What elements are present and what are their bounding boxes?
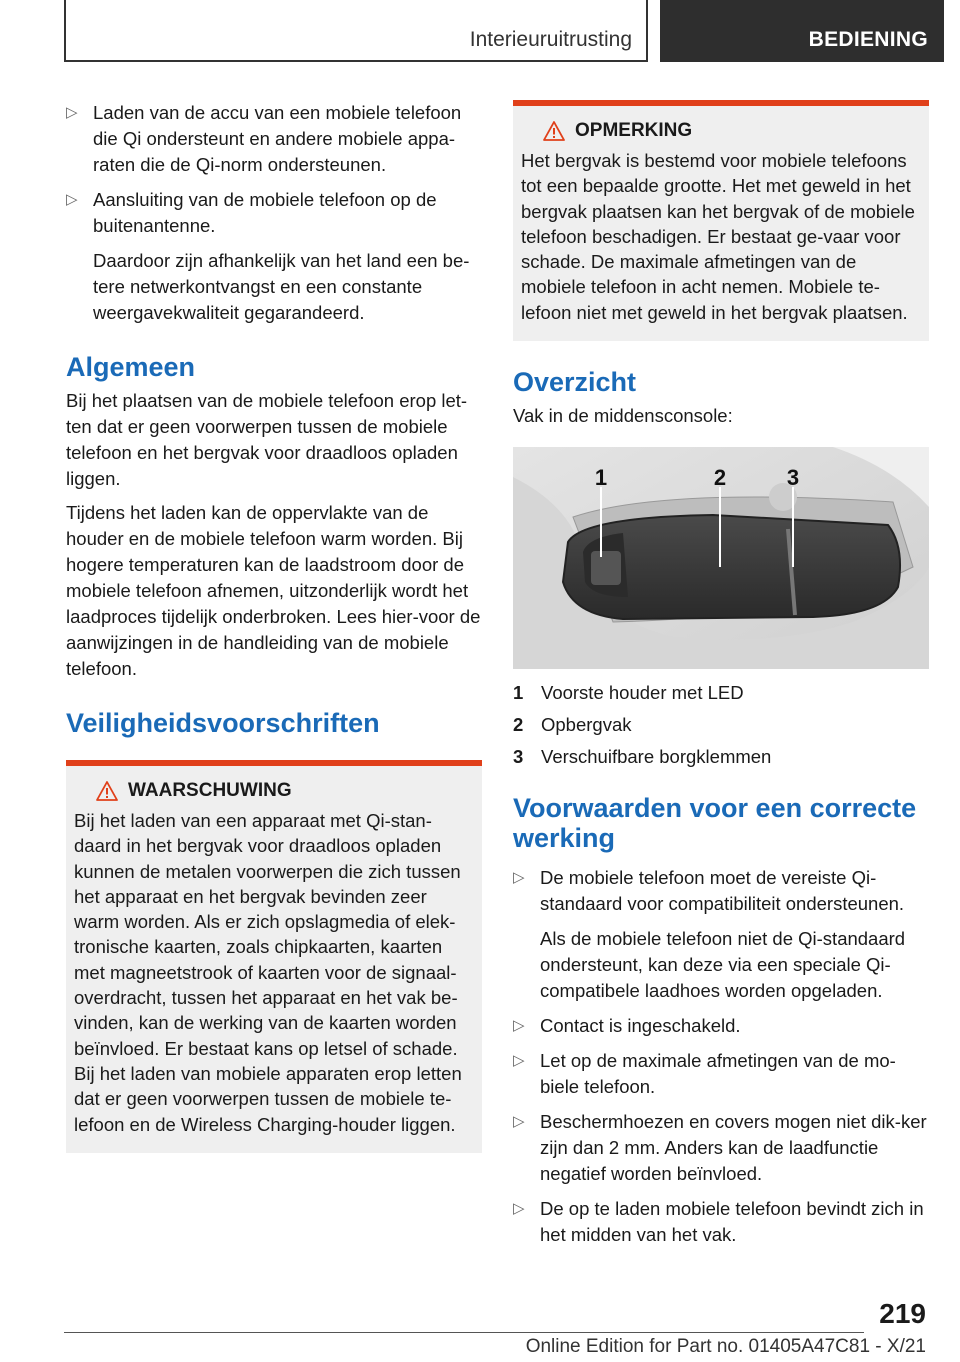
list-item-subtext: Daardoor zijn afhankelijk van het land een be-tere netwerkontvangst en een constante weergavekwaliteit gegarandeerd. (93, 250, 470, 323)
list-item (513, 865, 929, 1004)
bullet-triangle-icon: ▷ (513, 1052, 525, 1070)
notice-box (513, 100, 929, 341)
warning-triangle-icon (96, 781, 118, 801)
list-item-text: Laden van de accu van een mobiele telefoon die Qi ondersteunt en andere mobiele appa-raten die de Qi-norm ondersteunen. (93, 102, 462, 175)
warning-text: Bij het laden van een apparaat met Qi-stan-daard in het bergvak voor draadloos opladen kunnen de metalen voorwerpen die zich tussen het apparaat en het bergvak bevinden zeer warm worden. Als er zich opslagmedia of elek-tronische kaarten, zoals chipkaarten, kaarten met magneetstrook of kaarten voor de signaal-overdracht, tussen het apparaat en het vak be-vinden, kan de werking van de kaarten worden beïnvloed. Er bestaat kans op letsel of schade. (74, 810, 461, 1059)
section-heading-voorwaarden: Voorwaarden voor een correcte werking (513, 793, 917, 854)
warning-box (66, 760, 482, 1153)
bullet-triangle-icon: ▷ (66, 104, 78, 121)
bullet-triangle-icon: ▷ (513, 869, 525, 887)
list-item (513, 1048, 929, 1100)
list-item-text: Contact is ingeschakeld. (540, 1015, 741, 1037)
legend-list (513, 677, 929, 773)
legend-item: 1 Voorste houder met LED (513, 682, 744, 704)
list-item-text: De op te laden mobiele telefoon bevindt zich in het midden van het vak. (540, 1198, 924, 1246)
warning-text: Bij het laden van mobiele apparaten erop letten dat er geen voorwerpen tussen de mobiele te-lefoon en de Wireless Charging-houder liggen. (74, 1062, 462, 1135)
bullet-triangle-icon: ▷ (513, 1200, 525, 1218)
header-chapter-title: BEDIENING (808, 28, 928, 51)
paragraph: Bij het plaatsen van de mobiele telefoon erop let-ten dat er geen voorwerpen tussen de mobiele telefoon en het bergvak voor draadloos opladen liggen. (66, 390, 468, 489)
notice-title: OPMERKING (575, 120, 693, 141)
list-item-text: Aansluiting van de mobiele telefoon op de buitenantenne. (93, 189, 437, 236)
bullet-triangle-icon: ▷ (513, 1017, 525, 1035)
left-column (66, 100, 482, 1153)
edition-note: Online Edition for Part no. 01405A47C81 - X/21 (525, 1336, 926, 1357)
list-item-subtext: Als de mobiele telefoon niet de Qi-standaard ondersteunt, kan deze via een speciale Qi-compatibele laadhoes worden opgeladen. (540, 928, 906, 1002)
list-item-text: Let op de maximale afmetingen van de mo-biele telefoon. (540, 1050, 896, 1098)
header-chapter-tab (660, 0, 944, 62)
warning-title: WAARSCHUWING (128, 780, 292, 801)
bullet-triangle-icon: ▷ (66, 191, 78, 208)
legend-item: 2 Opbergvak (513, 714, 632, 736)
right-column (513, 100, 929, 1257)
section-heading-veiligheid: Veiligheidsvoorschriften (66, 708, 380, 738)
callout-label: 1 (594, 465, 608, 491)
footer-divider (64, 1332, 864, 1333)
warning-triangle-icon (543, 121, 565, 141)
legend-item: 3 Verschuifbare borgklemmen (513, 746, 772, 768)
list-item-text: De mobiele telefoon moet de vereiste Qi-standaard voor compatibiliteit ondersteunen. (540, 867, 905, 915)
paragraph: Tijdens het laden kan de oppervlakte van de houder en de mobiele telefoon warm worden. Bij hogere temperaturen kan de laadstroom door de mobiele telefoon afnemen, uitzonderlijk wordt het laadproces tijdelijk onderbroken. Lees hier-voor de aanwijzingen in de handleiding van de mobiele telefoon. (66, 502, 481, 679)
notice-text: Het bergvak is bestemd voor mobiele telefoons tot een bepaalde grootte. Het met geweld in het bergvak plaatsen kan het bergvak of de mobiele telefoon beschadigen. Er bestaat ge-vaar voor schade. De maximale afmetingen van de mobiele telefoon in acht nemen. Mobiele te-lefoon niet met geweld in het bergvak plaatsen. (521, 150, 915, 323)
list-item (513, 1013, 929, 1039)
header-section-title: Interieuruitrusting (469, 28, 632, 51)
callout-label: 3 (786, 465, 800, 491)
list-item (66, 187, 482, 326)
list-item (513, 1196, 929, 1248)
list-item-text: Beschermhoezen en covers mogen niet dik-ker zijn dan 2 mm. Anders kan de laadfunctie negatief worden beïnvloed. (540, 1111, 927, 1185)
header-section-tab (64, 0, 648, 62)
page-number: 219 (879, 1298, 926, 1329)
console-photo (513, 447, 929, 669)
section-heading-algemeen: Algemeen (66, 352, 196, 382)
bullet-triangle-icon: ▷ (513, 1113, 525, 1131)
section-heading-overzicht: Overzicht (513, 367, 637, 398)
list-item (513, 1109, 929, 1187)
paragraph: Vak in de middensconsole: (513, 405, 733, 427)
callout-label: 2 (713, 465, 727, 491)
list-item (66, 100, 482, 178)
